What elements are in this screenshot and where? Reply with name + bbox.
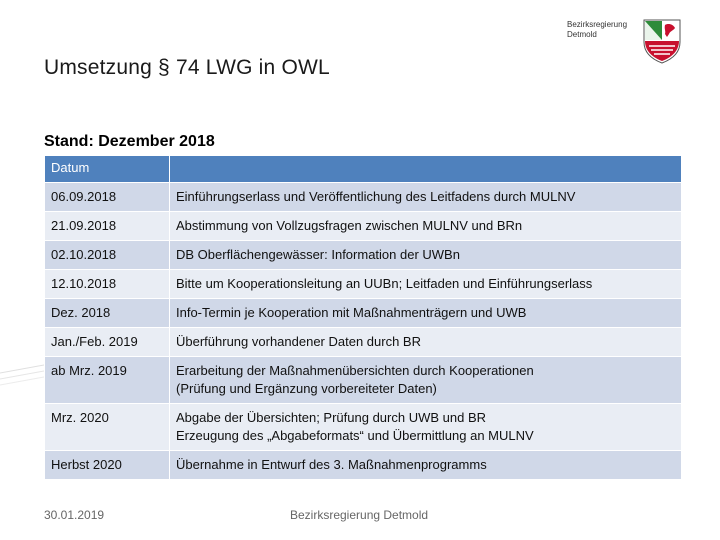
row-description bbox=[170, 328, 682, 357]
row-description-line: Erzeugung des „Abgabeformats“ und Übermittlung an MULNV bbox=[176, 428, 534, 443]
page-title: Umsetzung § 74 LWG in OWL bbox=[44, 56, 330, 79]
column-header-date: Datum bbox=[45, 156, 170, 183]
table-header-row bbox=[45, 156, 682, 183]
row-description bbox=[170, 183, 682, 212]
row-description-line: Bitte um Kooperationsleitung an UUBn; Leitfaden und Einführungserlass bbox=[176, 276, 593, 291]
row-description-line: Info-Termin je Kooperation mit Maßnahmenträgern und UWB bbox=[176, 305, 527, 320]
row-date: 21.09.2018 bbox=[45, 212, 170, 241]
table-row bbox=[45, 270, 682, 299]
column-header-description bbox=[170, 156, 682, 183]
org-logo bbox=[565, 18, 695, 66]
table-row bbox=[45, 299, 682, 328]
nrw-coat-of-arms-icon bbox=[642, 18, 682, 64]
table-row bbox=[45, 328, 682, 357]
footer-date: 30.01.2019 bbox=[44, 508, 105, 522]
table-row bbox=[45, 241, 682, 270]
row-date: Mrz. 2020 bbox=[45, 404, 170, 451]
row-description bbox=[170, 212, 682, 241]
decorative-lines bbox=[0, 355, 44, 395]
row-description-line: Abstimmung von Vollzugsfragen zwischen MULNV und BRn bbox=[176, 218, 523, 233]
row-description bbox=[170, 451, 682, 480]
row-description bbox=[170, 241, 682, 270]
row-description-line: Übernahme in Entwurf des 3. Maßnahmenprogramms bbox=[176, 457, 487, 472]
row-date: 02.10.2018 bbox=[45, 241, 170, 270]
row-description-line: (Prüfung und Ergänzung vorbereiteter Daten) bbox=[176, 381, 437, 396]
timeline-table bbox=[44, 155, 682, 480]
logo-line-1: Bezirksregierung bbox=[567, 20, 628, 29]
row-description-line: Erarbeitung der Maßnahmenübersichten durch Kooperationen bbox=[176, 363, 534, 378]
row-description bbox=[170, 357, 682, 404]
table-row bbox=[45, 183, 682, 212]
row-description bbox=[170, 404, 682, 451]
row-description bbox=[170, 270, 682, 299]
table-row bbox=[45, 357, 682, 404]
table-row bbox=[45, 404, 682, 451]
footer-organization: Bezirksregierung Detmold bbox=[290, 508, 429, 522]
row-description-line: DB Oberflächengewässer: Information der UWBn bbox=[176, 247, 460, 262]
logo-line-2: Detmold bbox=[567, 30, 597, 39]
logo-text bbox=[567, 20, 627, 40]
row-description bbox=[170, 299, 682, 328]
row-date: Herbst 2020 bbox=[45, 451, 170, 480]
row-description-line: Einführungserlass und Veröffentlichung des Leitfadens durch MULNV bbox=[176, 189, 576, 204]
row-description-line: Abgabe der Übersichten; Prüfung durch UWB und BR bbox=[176, 410, 487, 425]
page-subtitle: Stand: Dezember 2018 bbox=[44, 133, 215, 150]
row-date: 12.10.2018 bbox=[45, 270, 170, 299]
row-date: 06.09.2018 bbox=[45, 183, 170, 212]
table-row bbox=[45, 451, 682, 480]
row-date: Dez. 2018 bbox=[45, 299, 170, 328]
row-date: ab Mrz. 2019 bbox=[45, 357, 170, 404]
table-row bbox=[45, 212, 682, 241]
row-description-line: Überführung vorhandener Daten durch BR bbox=[176, 334, 421, 349]
row-date: Jan./Feb. 2019 bbox=[45, 328, 170, 357]
